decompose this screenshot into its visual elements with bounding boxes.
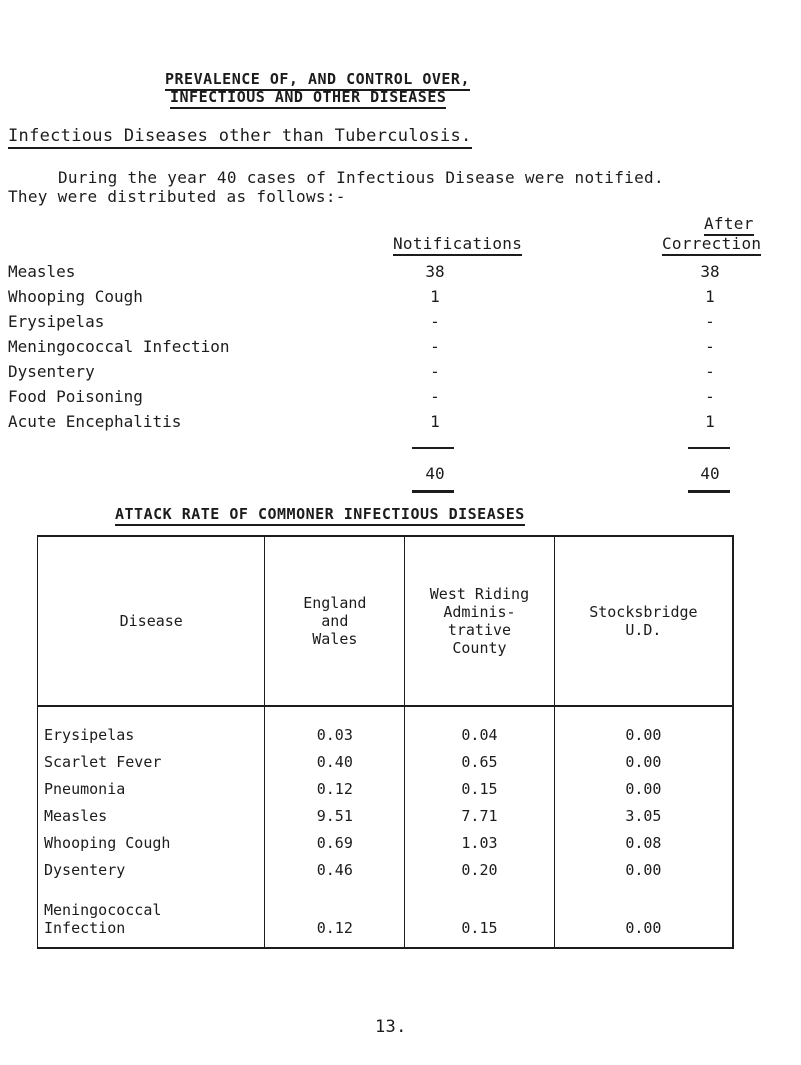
list-item-disease: Food Poisoning bbox=[8, 387, 143, 406]
list-item-notified: 1 bbox=[430, 412, 440, 431]
table-row bbox=[38, 706, 734, 744]
list-item-notified: - bbox=[430, 337, 440, 356]
section-title: Infectious Diseases other than Tuberculosis. bbox=[8, 126, 472, 146]
attack-rate-table bbox=[37, 535, 734, 949]
header-stocksbridge: Stocksbridge U.D. bbox=[554, 536, 733, 706]
table-header-row bbox=[38, 536, 734, 706]
cell-stocksbridge: 0.00 bbox=[554, 771, 733, 798]
total-rule-bottom bbox=[688, 490, 730, 493]
cell-disease: Whooping Cough bbox=[38, 825, 265, 852]
list-item-disease: Acute Encephalitis bbox=[8, 412, 182, 431]
total-rule-top bbox=[688, 447, 730, 449]
table-row bbox=[38, 825, 734, 852]
table-row bbox=[38, 852, 734, 879]
cell-stocksbridge: 0.00 bbox=[554, 852, 733, 879]
header-west-riding: West Riding Adminis- trative County bbox=[405, 536, 555, 706]
cell-stocksbridge: 0.00 bbox=[554, 706, 733, 744]
cell-england-wales: 0.03 bbox=[265, 706, 405, 744]
col-after-header-line2: Correction bbox=[662, 234, 761, 253]
cell-stocksbridge: 3.05 bbox=[554, 798, 733, 825]
attack-rate-title: ATTACK RATE OF COMMONER INFECTIOUS DISEASES bbox=[115, 505, 525, 523]
cell-west-riding: 0.04 bbox=[405, 706, 555, 744]
cell-england-wales: 0.12 bbox=[265, 879, 405, 948]
cell-west-riding: 0.65 bbox=[405, 744, 555, 771]
list-item-after: 1 bbox=[705, 287, 715, 306]
list-item-after: - bbox=[705, 362, 715, 381]
cell-england-wales: 0.69 bbox=[265, 825, 405, 852]
total-after: 40 bbox=[700, 464, 720, 483]
table-row bbox=[38, 879, 734, 948]
list-item-after: - bbox=[705, 337, 715, 356]
total-notified: 40 bbox=[425, 464, 445, 483]
table-row bbox=[38, 744, 734, 771]
list-item-disease: Whooping Cough bbox=[8, 287, 143, 306]
cell-disease: Pneumonia bbox=[38, 771, 265, 798]
col-after-header-line1: After bbox=[704, 214, 754, 233]
list-item-after: 38 bbox=[700, 262, 720, 281]
list-item-disease: Dysentery bbox=[8, 362, 95, 381]
list-item-notified: - bbox=[430, 312, 440, 331]
page-number: 13. bbox=[375, 1017, 407, 1037]
cell-stocksbridge: 0.00 bbox=[554, 879, 733, 948]
list-item-after: - bbox=[705, 387, 715, 406]
cell-disease: Scarlet Fever bbox=[38, 744, 265, 771]
cell-west-riding: 7.71 bbox=[405, 798, 555, 825]
cell-england-wales: 0.12 bbox=[265, 771, 405, 798]
cell-disease: Meningococcal Infection bbox=[38, 879, 265, 948]
list-item-disease: Erysipelas bbox=[8, 312, 105, 331]
intro-line-1: During the year 40 cases of Infectious Disease were notified. bbox=[58, 168, 664, 187]
cell-west-riding: 0.15 bbox=[405, 879, 555, 948]
cell-stocksbridge: 0.08 bbox=[554, 825, 733, 852]
cell-disease: Erysipelas bbox=[38, 706, 265, 744]
header-line-1: PREVALENCE OF, AND CONTROL OVER, bbox=[165, 70, 470, 88]
cell-west-riding: 0.20 bbox=[405, 852, 555, 879]
header-line-2: INFECTIOUS AND OTHER DISEASES bbox=[170, 88, 446, 106]
total-rule-top bbox=[412, 447, 454, 449]
total-rule-bottom bbox=[412, 490, 454, 493]
col-notifications-header: Notifications bbox=[393, 234, 522, 253]
cell-west-riding: 0.15 bbox=[405, 771, 555, 798]
cell-disease: Measles bbox=[38, 798, 265, 825]
cell-disease: Dysentery bbox=[38, 852, 265, 879]
cell-england-wales: 9.51 bbox=[265, 798, 405, 825]
list-item-after: - bbox=[705, 312, 715, 331]
list-item-notified: 1 bbox=[430, 287, 440, 306]
list-item-notified: - bbox=[430, 387, 440, 406]
header-disease: Disease bbox=[38, 536, 265, 706]
list-item-notified: 38 bbox=[425, 262, 445, 281]
cell-england-wales: 0.46 bbox=[265, 852, 405, 879]
intro-line-2: They were distributed as follows:- bbox=[8, 187, 346, 206]
list-item-disease: Measles bbox=[8, 262, 76, 281]
list-item-disease: Meningococcal Infection bbox=[8, 337, 230, 356]
list-item-after: 1 bbox=[705, 412, 715, 431]
list-item-notified: - bbox=[430, 362, 440, 381]
cell-west-riding: 1.03 bbox=[405, 825, 555, 852]
cell-england-wales: 0.40 bbox=[265, 744, 405, 771]
header-england-wales: England and Wales bbox=[265, 536, 405, 706]
cell-stocksbridge: 0.00 bbox=[554, 744, 733, 771]
table-row bbox=[38, 798, 734, 825]
table-row bbox=[38, 771, 734, 798]
